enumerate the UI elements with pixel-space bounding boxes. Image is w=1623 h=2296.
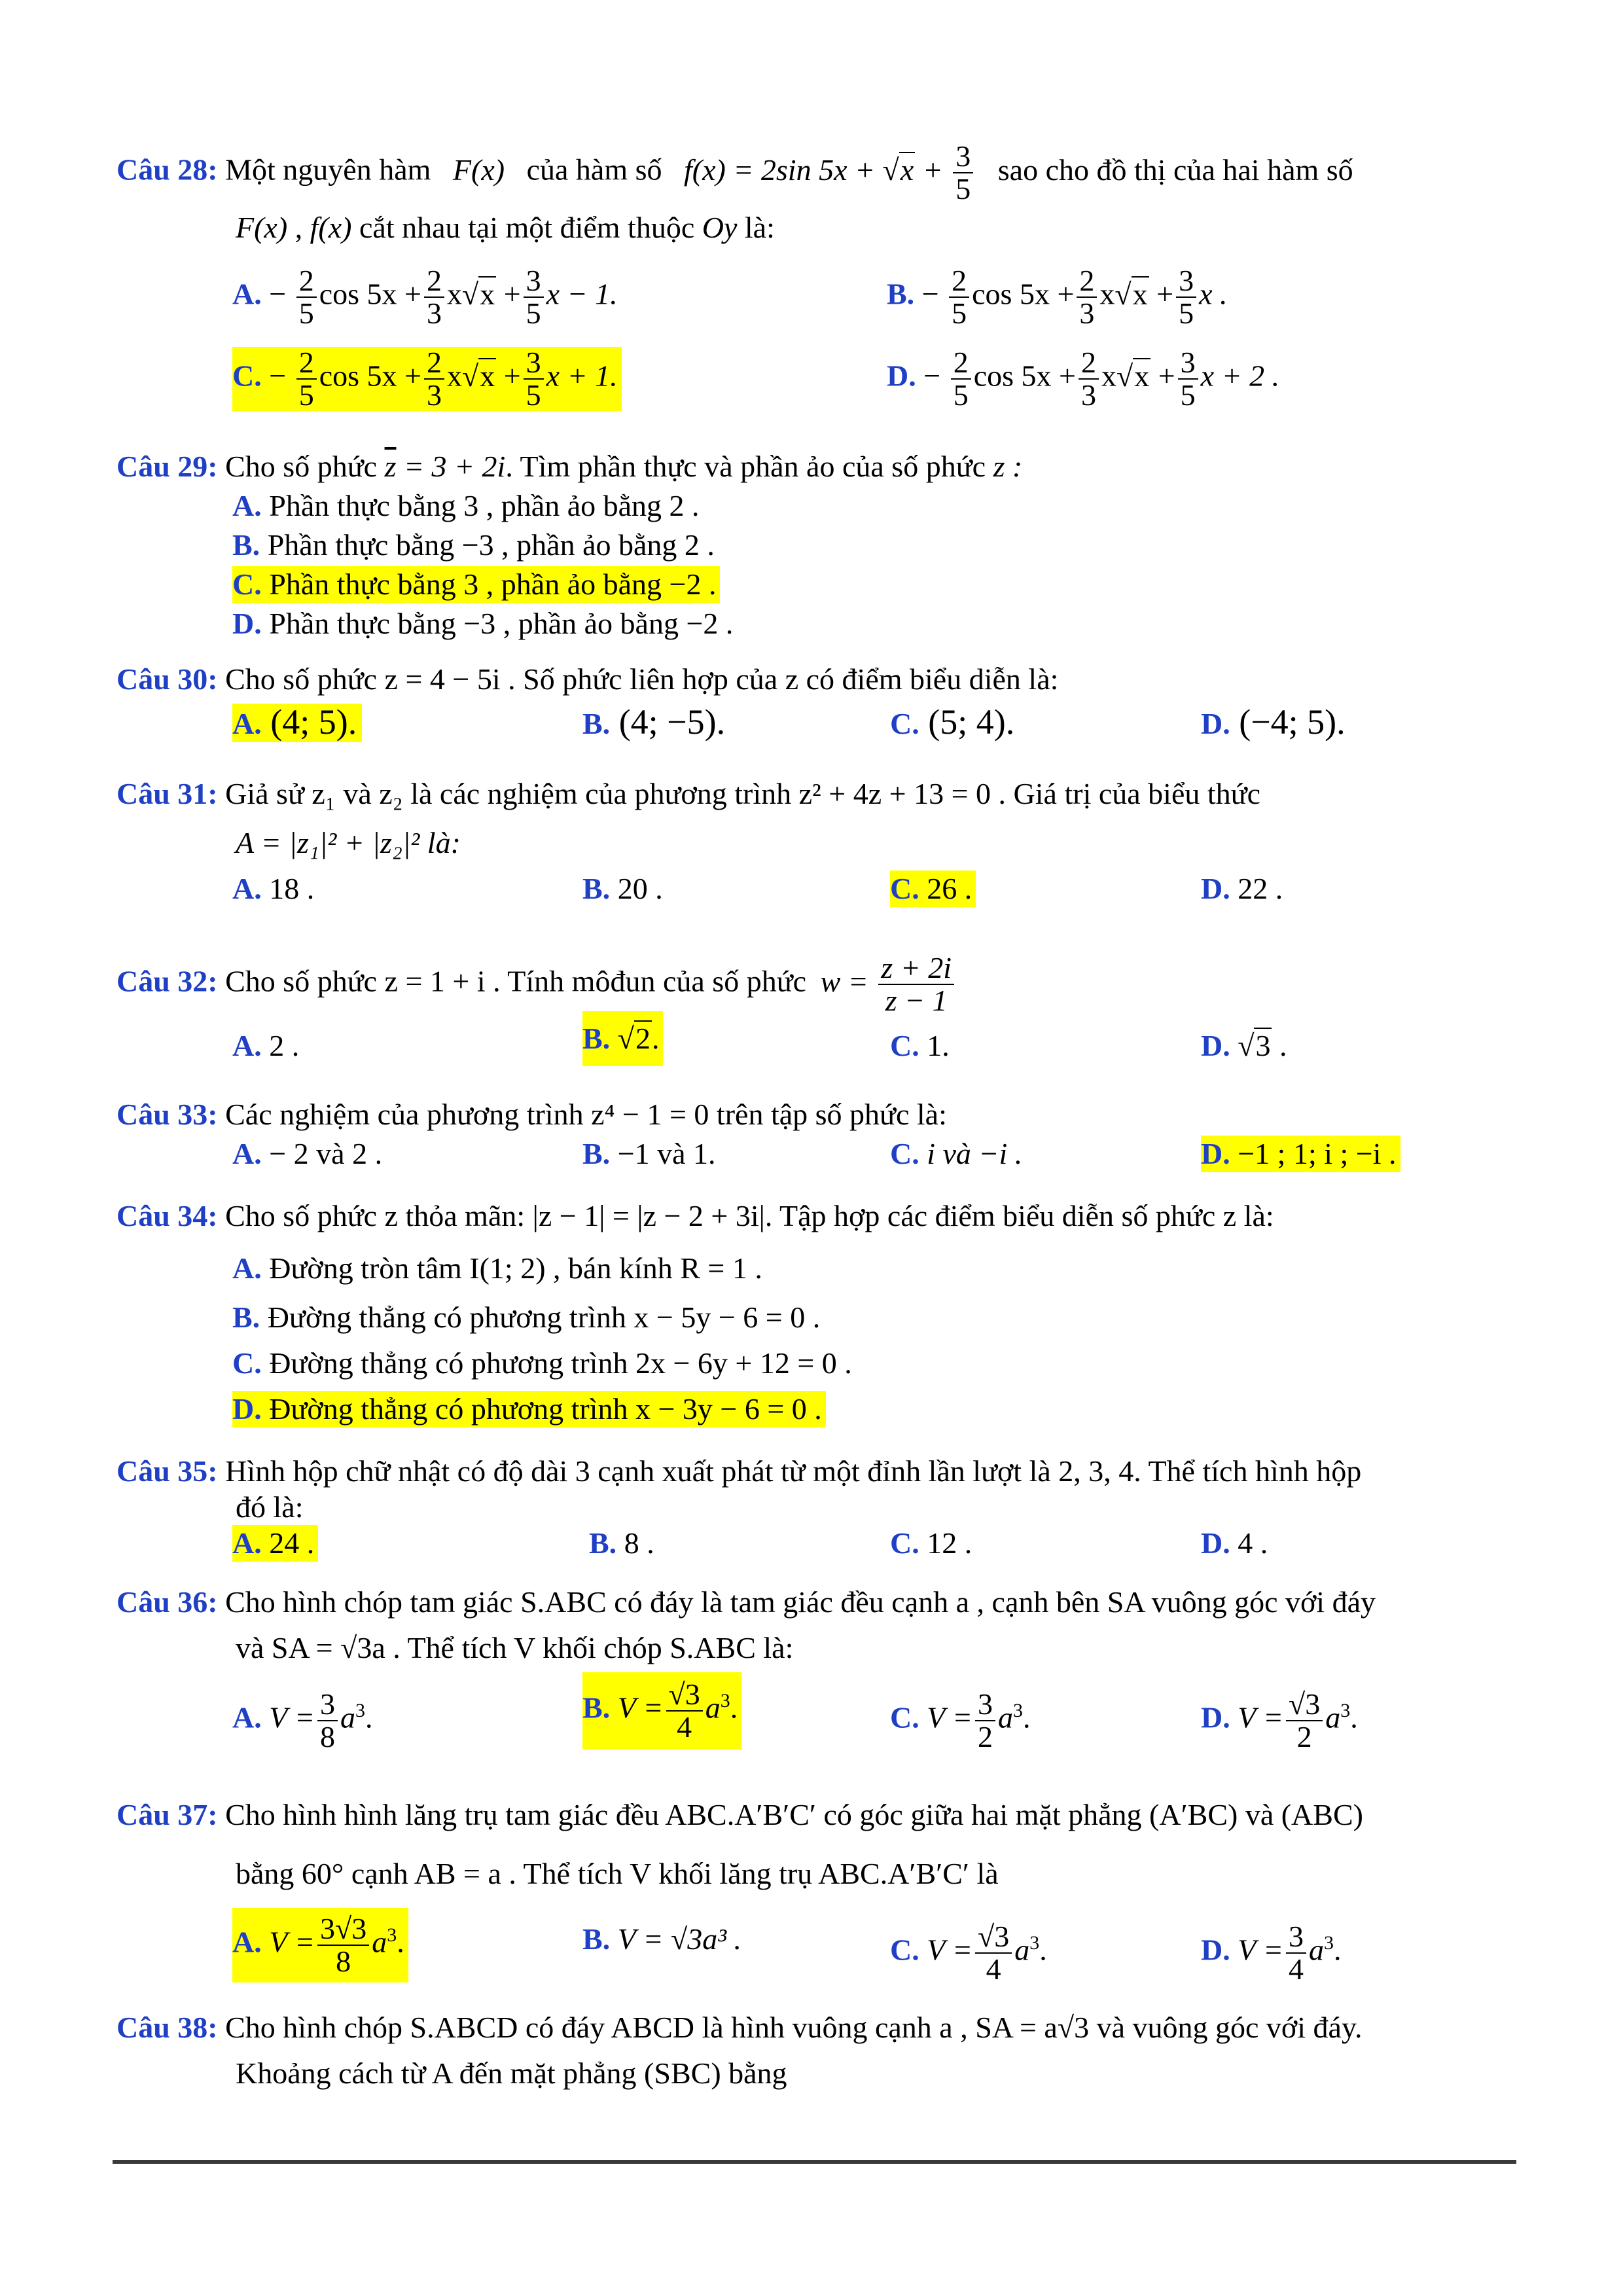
q35-a-label: A.: [232, 1526, 262, 1560]
q35-number: Câu 35:: [116, 1454, 218, 1488]
q35-b-text: 8 .: [624, 1526, 654, 1560]
q32-d-dot: .: [1279, 1029, 1287, 1062]
q28-text3: sao cho đồ thị của hai hàm số: [997, 152, 1353, 187]
q28-text4: cắt nhau tại một điểm thuộc: [359, 211, 695, 244]
q31-option-b: [582, 870, 663, 907]
q38-number: Câu 38:: [116, 2011, 218, 2044]
q33-d-text: −1 ; 1; i ; −i .: [1238, 1137, 1397, 1170]
q32-option-a: [232, 1028, 299, 1064]
q34-c-label: C.: [232, 1346, 262, 1380]
q30-text: Cho số phức z = 4 − 5i . Số phức liên hợp của z có điểm biểu diễn là:: [225, 662, 1059, 696]
q29-option-d: [232, 605, 733, 642]
q28-fns: F(x) , f(x): [236, 211, 352, 244]
footer-divider: [113, 2160, 1516, 2164]
q28-option-d: D. − $\frac{2}{5}$ cos 5x + $\frac{2}{3}$ x√x + $\frac{3}{5}$ x + 2 .: [887, 346, 1280, 412]
q36-stem2: [236, 1630, 793, 1666]
q35-stem2: [236, 1489, 303, 1526]
q37-a-label: A.: [232, 1925, 262, 1959]
q32-frac-num: z + 2i: [878, 952, 954, 985]
q32-number: Câu 32:: [116, 964, 218, 998]
q33-stem: [116, 1096, 947, 1133]
q35-c-text: 12 .: [927, 1526, 972, 1560]
q33-b-label: B.: [582, 1137, 611, 1170]
q30-b-label: B.: [582, 707, 611, 740]
q36-stem: [116, 1584, 1376, 1621]
q33-d-label: D.: [1201, 1137, 1230, 1170]
q35-a-text: 24 .: [269, 1526, 315, 1560]
q36-d-label: D.: [1201, 1700, 1230, 1734]
q34-option-d: [232, 1391, 826, 1427]
q35-option-c: [890, 1525, 972, 1562]
q29-c-text: Phần thực bằng 3 , phần ảo bằng −2 .: [269, 567, 717, 601]
q31-stem2: [236, 825, 461, 861]
q30-b-text: (4; −5).: [618, 702, 726, 742]
q31-option-c: [890, 870, 976, 907]
q38-stem: [116, 2009, 1362, 2046]
q33-option-d: [1201, 1136, 1400, 1172]
q28-oy: Oy: [702, 211, 738, 244]
q38-stem2: [236, 2055, 787, 2092]
q34-d-label: D.: [232, 1392, 262, 1426]
q29-option-c: [232, 566, 720, 603]
q31-d-label: D.: [1201, 872, 1230, 905]
q32-b-text: 2: [635, 1022, 651, 1055]
q30-option-b: [582, 704, 725, 742]
q30-d-label: D.: [1201, 707, 1230, 740]
q38-text: Cho hình chóp S.ABCD có đáy ABCD là hình vuông cạnh a , SA = a√3 và vuông góc với đáy.: [225, 2011, 1363, 2044]
q31-number: Câu 31:: [116, 777, 218, 810]
q32-a-text: 2 .: [269, 1029, 300, 1062]
q33-option-b: [582, 1136, 716, 1172]
q29-d-label: D.: [232, 607, 262, 640]
q33-b-text: −1 và 1.: [617, 1137, 716, 1170]
q29-z: z :: [993, 450, 1023, 483]
q37-text: Cho hình hình lăng trụ tam giác đều ABC.A′B′C′ có góc giữa hai mặt phẳng (A′BC) và (ABC): [225, 1798, 1363, 1831]
q31-d-text: 22 .: [1238, 872, 1283, 905]
q36-option-c: C. V = $\frac{3}{2}$ $a^3$.: [890, 1687, 1031, 1753]
q29-a-text: Phần thực bằng 3 , phần ảo bằng 2 .: [269, 489, 700, 522]
q32-w: w =: [820, 964, 868, 998]
q28-number: Câu 28:: [116, 152, 218, 187]
q34-stem: [116, 1198, 1274, 1234]
q28-c-tail: x + 1.: [546, 359, 618, 393]
q34-b-label: B.: [232, 1300, 260, 1334]
q30-c-text: (5; 4).: [928, 702, 1015, 742]
q32-a-label: A.: [232, 1029, 262, 1062]
q36-number: Câu 36:: [116, 1585, 218, 1619]
q34-option-b: [232, 1299, 820, 1336]
q28-d-tail: x + 2 .: [1200, 359, 1280, 393]
q29-text: Cho số phức: [225, 450, 378, 483]
q32-frac-den: z − 1: [885, 984, 948, 1017]
q31-option-d: [1201, 870, 1283, 907]
q28-text: Một nguyên hàm: [225, 152, 431, 187]
q35-stem: [116, 1453, 1361, 1490]
q36-b-label: B.: [582, 1691, 611, 1725]
q36-option-d: D. V = $\frac{√3}{2}$ $a^3$.: [1201, 1687, 1358, 1753]
q35-text: Hình hộp chữ nhật có độ dài 3 cạnh xuất phát từ một đỉnh lần lượt là 2, 3, 4. Thể tích hình hộp: [225, 1454, 1362, 1488]
q28-fx: f(x) = 2sin 5x + √x +: [684, 152, 943, 187]
q29-c-label: C.: [232, 567, 262, 601]
q30-option-d: [1201, 704, 1346, 742]
q33-c-text: i và −i .: [927, 1137, 1023, 1170]
q34-number: Câu 34:: [116, 1199, 218, 1232]
q35-text2: đó là:: [236, 1490, 304, 1524]
q28-c-label: C.: [232, 359, 262, 393]
q37-c-label: C.: [890, 1933, 919, 1967]
q30-a-text: (4; 5).: [270, 702, 357, 742]
q31-b-text: 20 .: [617, 872, 663, 905]
q37-number: Câu 37:: [116, 1798, 218, 1831]
q28-b-label: B.: [887, 277, 915, 311]
q32-stem: [116, 952, 957, 1016]
q31-text: Giả sử z₁ và z₂ là các nghiệm của phương trình z² + 4z + 13 = 0 . Giá trị của biểu thức: [225, 777, 1261, 810]
q31-c-text: 26 .: [927, 872, 972, 905]
q31-stem: [116, 776, 1260, 812]
q34-d-text: Đường thẳng có phương trình x − 3y − 6 = 0 .: [269, 1392, 822, 1426]
q30-option-c: [890, 704, 1014, 742]
q35-c-label: C.: [890, 1526, 919, 1560]
q34-option-a: [232, 1250, 762, 1287]
q31-b-label: B.: [582, 872, 611, 905]
q28-text5: là:: [744, 211, 775, 244]
q35-option-a: [232, 1525, 318, 1562]
q34-text: Cho số phức z thỏa mãn: |z − 1| = |z − 2 + 3i|. Tập hợp các điểm biểu diễn số phức z là:: [225, 1199, 1274, 1232]
q32-option-d: D. √3 .: [1201, 1029, 1287, 1062]
q34-a-label: A.: [232, 1251, 262, 1285]
q28-option-b: B. − $\frac{2}{5}$ cos 5x + $\frac{2}{3}$ x√x + $\frac{3}{5}$ x .: [887, 264, 1228, 330]
q36-option-a: A. V = $\frac{3}{8}$ $a^3$.: [232, 1687, 373, 1753]
q29-text2: . Tìm phần thực và phần ảo của số phức: [505, 450, 986, 483]
q32-b-dot: .: [651, 1022, 660, 1055]
q32-frac: [878, 952, 954, 1016]
q29-zbar: $\overline{z}$: [384, 450, 397, 483]
q32-option-b: B. √2.: [582, 1011, 663, 1066]
q32-d-label: D.: [1201, 1029, 1230, 1062]
q35-option-d: [1201, 1525, 1268, 1562]
q34-c-text: Đường thẳng có phương trình 2x − 6y + 12 = 0 .: [269, 1346, 852, 1380]
q30-stem: [116, 661, 1058, 698]
q29-option-a: [232, 488, 700, 524]
q30-a-label: A.: [232, 707, 262, 740]
q35-b-label: B.: [589, 1526, 617, 1560]
q37-d-label: D.: [1201, 1933, 1230, 1967]
q31-c-label: C.: [890, 872, 919, 905]
q33-a-text: − 2 và 2 .: [269, 1137, 383, 1170]
q37-b-label: B.: [582, 1922, 611, 1956]
q33-a-label: A.: [232, 1137, 262, 1170]
q29-expr: = 3 + 2i: [403, 450, 506, 483]
q32-c-text: 1.: [927, 1029, 950, 1062]
q28-Fx: F(x): [452, 152, 505, 187]
q37-option-c: C. V = $\frac{√3}{4}$ $a^3$.: [890, 1920, 1047, 1986]
q36-text2: và SA = √3a . Thể tích V khối chóp S.ABC là:: [236, 1631, 794, 1664]
q31-text2: A = |z₁|² + |z₂|² là:: [236, 826, 461, 859]
q34-option-c: [232, 1345, 852, 1382]
q32-d-text: 3: [1255, 1029, 1271, 1062]
q36-a-label: A.: [232, 1700, 262, 1734]
q30-number: Câu 30:: [116, 662, 218, 696]
q29-d-text: Phần thực bằng −3 , phần ảo bằng −2 .: [269, 607, 734, 640]
q30-d-text: (−4; 5).: [1239, 702, 1346, 742]
q29-option-b: [232, 527, 715, 564]
q28-stem-line1: [116, 141, 1353, 205]
q29-b-label: B.: [232, 528, 260, 562]
q28-a-label: A.: [232, 277, 262, 311]
q34-a-text: Đường tròn tâm I(1; 2) , bán kính R = 1 .: [269, 1251, 762, 1285]
q36-c-label: C.: [890, 1700, 919, 1734]
q29-a-label: A.: [232, 489, 262, 522]
q37-stem: [116, 1797, 1363, 1833]
q31-a-label: A.: [232, 872, 262, 905]
q30-c-label: C.: [890, 707, 919, 740]
q37-option-b: [582, 1921, 741, 1958]
q37-option-a: A. V = $\frac{3√3}{8}$ $a^3$.: [232, 1908, 408, 1982]
q33-option-c: [890, 1136, 1022, 1172]
q38-text2: Khoảng cách từ A đến mặt phẳng (SBC) bằng: [236, 2056, 787, 2090]
q28-stem-line2: [236, 209, 775, 246]
q35-d-label: D.: [1201, 1526, 1230, 1560]
q29-b-text: Phần thực bằng −3 , phần ảo bằng 2 .: [267, 528, 715, 562]
q33-number: Câu 33:: [116, 1098, 218, 1131]
q33-c-label: C.: [890, 1137, 919, 1170]
q28-option-a: A. − $\frac{2}{5}$ cos 5x + $\frac{2}{3}$ x√x + $\frac{3}{5}$ x − 1.: [232, 264, 618, 330]
q28-d-label: D.: [887, 359, 916, 393]
q29-stem: [116, 448, 1022, 485]
q37-text2: bằng 60° cạnh AB = a . Thể tích V khối lăng trụ ABC.A′B′C′ là: [236, 1857, 999, 1890]
q36-text: Cho hình chóp tam giác S.ABC có đáy là tam giác đều cạnh a , cạnh bên SA vuông góc với đáy: [225, 1585, 1376, 1619]
q33-text: Các nghiệm của phương trình z⁴ − 1 = 0 trên tập số phức là:: [225, 1098, 947, 1131]
q29-number: Câu 29:: [116, 450, 218, 483]
q32-b-label: B.: [582, 1022, 611, 1055]
q28-b-tail: x .: [1199, 277, 1228, 311]
q30-option-a: [232, 704, 362, 742]
q28-a-tail: x − 1.: [546, 277, 618, 311]
q28-frac-3-5: $\frac{3}{5}$: [953, 141, 973, 205]
q37-b-text: V = √3a³ .: [617, 1922, 742, 1956]
q36-option-b: B. V = $\frac{√3}{4}$ $a^3$.: [582, 1672, 741, 1749]
q31-option-a: [232, 870, 314, 907]
q28-option-c: C. − $\frac{2}{5}$ cos 5x + $\frac{2}{3}$ x√x + $\frac{3}{5}$ x + 1.: [232, 347, 622, 411]
q32-option-c: [890, 1028, 950, 1064]
q35-d-text: 4 .: [1238, 1526, 1268, 1560]
q35-option-b: [589, 1525, 654, 1562]
q28-text2: của hàm số: [526, 152, 662, 187]
q32-c-label: C.: [890, 1029, 919, 1062]
q32-text: Cho số phức z = 1 + i . Tính môđun của số phức: [225, 964, 807, 998]
q33-option-a: [232, 1136, 382, 1172]
q31-a-text: 18 .: [269, 872, 315, 905]
q37-option-d: D. V = $\frac{3}{4}$ $a^3$.: [1201, 1920, 1342, 1986]
q34-b-text: Đường thẳng có phương trình x − 5y − 6 = 0 .: [267, 1300, 821, 1334]
q37-stem2: [236, 1856, 999, 1892]
